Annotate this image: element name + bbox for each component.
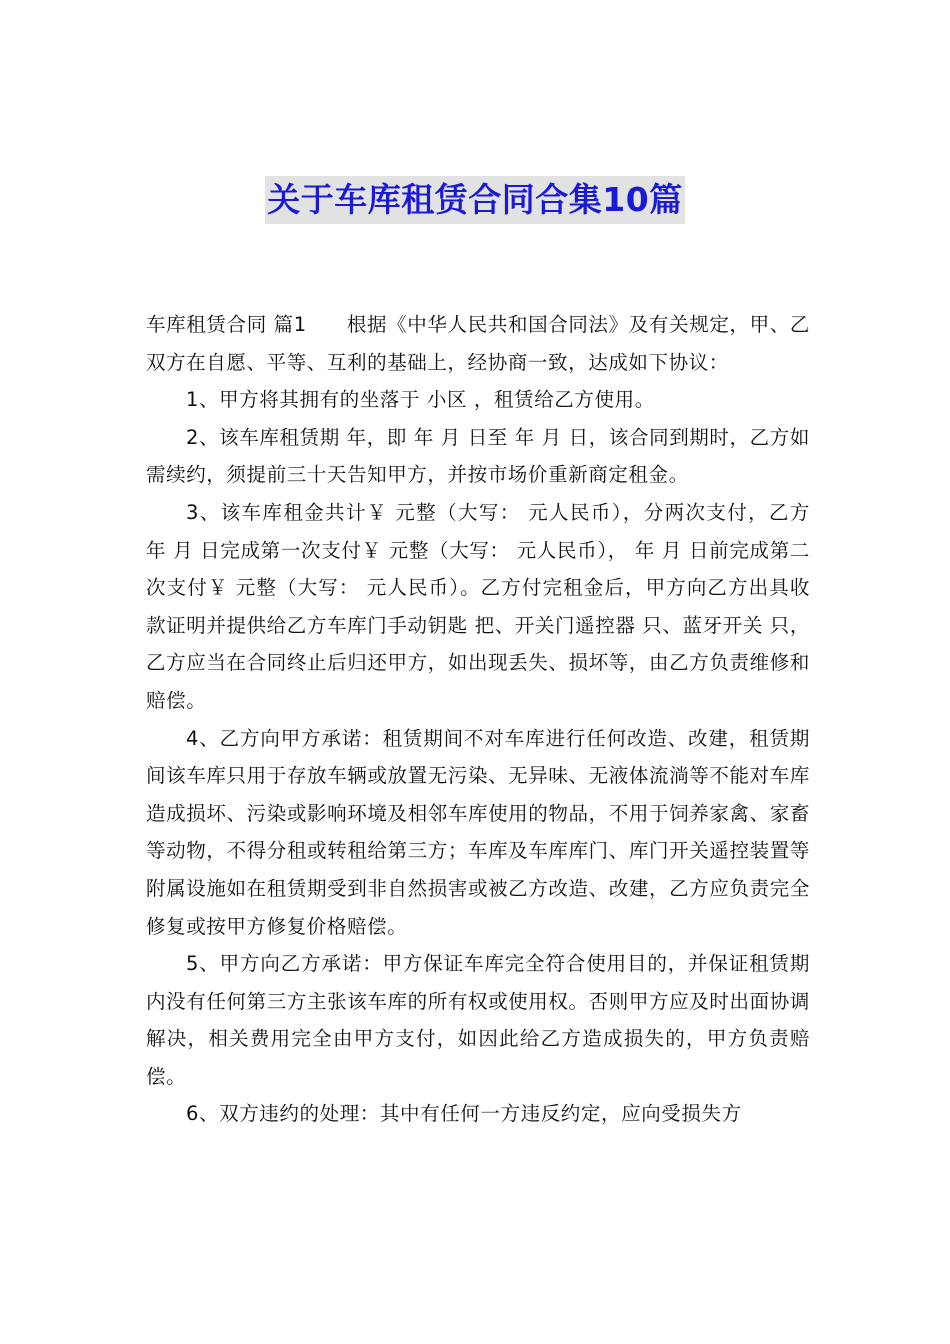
intro-paragraph — [146, 306, 810, 381]
clause-4: 4、乙方向甲方承诺：租赁期间不对车库进行任何改造、改建，租赁期间该车库只用于存放车辆或放置无污染、无异味、无液体流淌等不能对车库造成损坏、污染或影响环境及相邻车库使用的物品，不用于饲养家禽、家畜等动物，不得分租或转租给第三方；车库及车库库门、库门开关遥控装置等附属设施如在租赁期受到非自然损害或被乙方改造、改建，乙方应负责完全修复或按甲方修复价格赔偿。 — [146, 726, 810, 938]
paragraph-text: 根据《中华人民共和国合同法》及有关规定，甲、乙双方在自愿、平等、互利的基础上，经协商一致，达成如下协议： — [146, 313, 810, 374]
section-heading: 车库租赁合同 篇1 — [146, 313, 307, 336]
document-body — [146, 306, 810, 1133]
clause-2: 2、该车库租赁期 年，即 年 月 日至 年 月 日，该合同到期时，乙方如需续约，须提前三十天告知甲方，并按市场价重新商定租金。 — [146, 425, 810, 487]
title-container — [0, 176, 950, 224]
document-title: 关于车库租赁合同合集10篇 — [265, 176, 684, 224]
clause-1: 1、甲方将其拥有的坐落于 小区 ，租赁给乙方使用。 — [186, 388, 655, 412]
clause-3: 3、该车库租金共计￥ 元整（大写： 元人民币），分两次支付，乙方 年 月 日完成第一次支付￥ 元整（大写： 元人民币）， 年 月 日前完成第二次支付￥ 元整（大写： 元人民币）。乙方付完租金后，甲方向乙方出具收款证明并提供给乙方车库门手动钥匙 把、开关门遥控器 只、蓝牙开关 只，乙方应当在合同终止后归还甲方，如出现丢失、损坏等，由乙方负责维修和赔偿。 — [146, 500, 810, 712]
clause-6: 6、双方违约的处理：其中有任何一方违反约定，应向受损失方 — [186, 1102, 742, 1126]
clause-5: 5、甲方向乙方承诺：甲方保证车库完全符合使用目的，并保证租赁期内没有任何第三方主张该车库的所有权或使用权。否则甲方应及时出面协调解决，相关费用完全由甲方支付，如因此给乙方造成损失的，甲方负责赔偿。 — [146, 952, 810, 1088]
